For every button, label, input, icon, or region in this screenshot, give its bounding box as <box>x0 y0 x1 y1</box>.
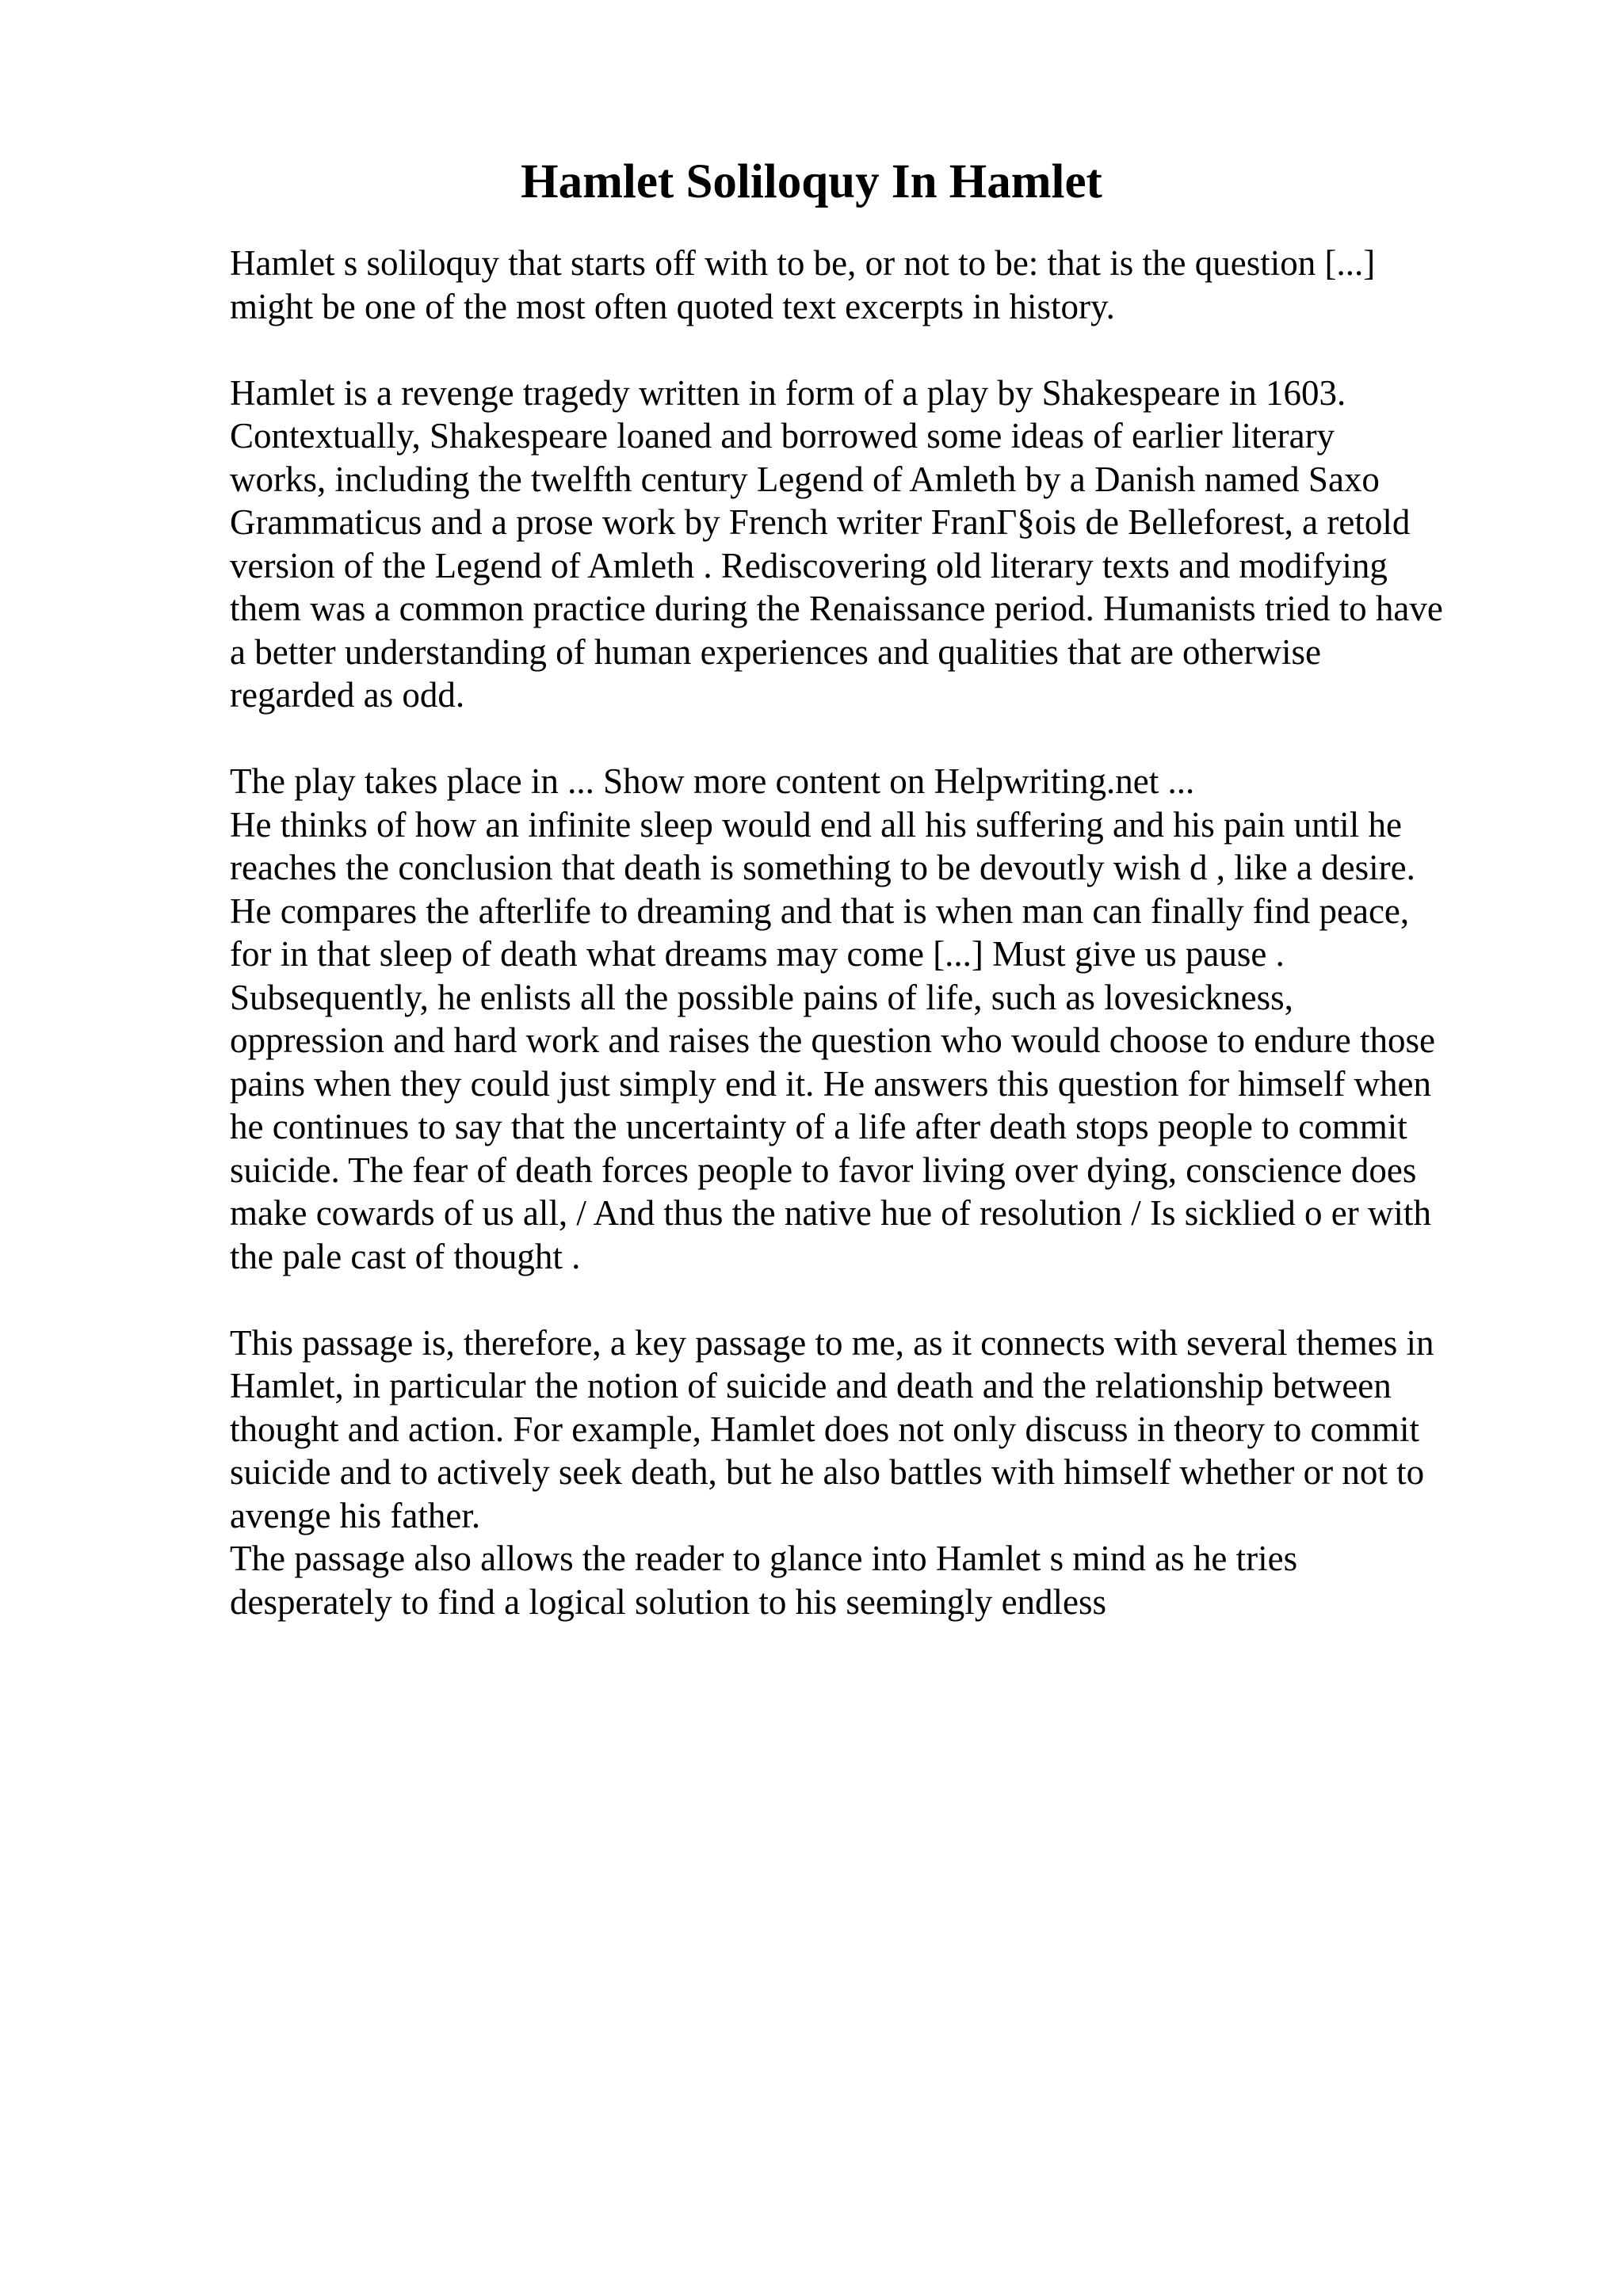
text-line: thought and action. For example, Hamlet does not only discuss in theory to commit <box>230 1409 1420 1449</box>
text-line: Contextually, Shakespeare loaned and borrowed some ideas of earlier literary <box>230 416 1335 456</box>
text-line: might be one of the most often quoted text excerpts in history. <box>230 286 1115 326</box>
paragraph-intro <box>230 242 1514 328</box>
paragraph-gap <box>230 717 1514 761</box>
document-title: Hamlet Soliloquy In Hamlet <box>521 155 1102 208</box>
text-line: The passage also allows the reader to glance into Hamlet s mind as he tries <box>230 1539 1298 1578</box>
text-line: them was a common practice during the Renaissance period. Humanists tried to have <box>230 589 1443 628</box>
paragraph-context <box>230 372 1514 717</box>
paragraph-gap <box>230 1278 1514 1322</box>
text-line: regarded as odd. <box>230 675 465 715</box>
text-line: He thinks of how an infinite sleep would end all his suffering and his pain until he <box>230 804 1402 845</box>
text-line: This passage is, therefore, a key passage to me, as it connects with several themes in <box>230 1322 1434 1363</box>
document-body <box>230 242 1514 1623</box>
text-line: desperately to find a logical solution to his seemingly endless <box>230 1581 1107 1622</box>
text-line: make cowards of us all, / And thus the native hue of resolution / Is sicklied o er with <box>230 1193 1431 1233</box>
paragraph-conclusion <box>230 1322 1514 1624</box>
text-line: Hamlet s soliloquy that starts off with to be, or not to be: that is the question [...] <box>230 243 1376 283</box>
text-line: Grammaticus and a prose work by French writer FranΓ§ois de Belleforest, a retold <box>230 502 1411 542</box>
text-line: version of the Legend of Amleth . Rediscovering old literary texts and modifying <box>230 545 1388 585</box>
text-line: a better understanding of human experiences and qualities that are otherwise <box>230 631 1321 672</box>
text-line: The play takes place in ... Show more content on Helpwriting.net ... <box>230 761 1195 801</box>
text-line: Hamlet, in particular the notion of suicide and death and the relationship between <box>230 1366 1392 1405</box>
text-line: he continues to say that the uncertainty of a life after death stops people to commit <box>230 1107 1407 1146</box>
text-line: oppression and hard work and raises the question who would choose to endure those <box>230 1020 1435 1060</box>
paragraph-analysis <box>230 760 1514 1278</box>
text-line: He compares the afterlife to dreaming and that is when man can finally find peace, <box>230 891 1410 931</box>
text-line: for in that sleep of death what dreams may come [...] Must give us pause . <box>230 934 1285 974</box>
text-line: suicide and to actively seek death, but he also battles with himself whether or not to <box>230 1452 1425 1492</box>
text-line: reaches the conclusion that death is something to be devoutly wish d , like a desire. <box>230 848 1415 887</box>
text-line: suicide. The fear of death forces people to favor living over dying, conscience does <box>230 1150 1417 1190</box>
text-line: avenge his father. <box>230 1495 481 1535</box>
paragraph-gap <box>230 328 1514 372</box>
text-line: Subsequently, he enlists all the possible pains of life, such as lovesickness, <box>230 977 1293 1017</box>
text-line: pains when they could just simply end it. He answers this question for himself when <box>230 1063 1432 1104</box>
text-line: Hamlet is a revenge tragedy written in form of a play by Shakespeare in 1603. <box>230 372 1346 413</box>
text-line: works, including the twelfth century Legend of Amleth by a Danish named Saxo <box>230 459 1380 499</box>
text-line: the pale cast of thought . <box>230 1236 581 1276</box>
